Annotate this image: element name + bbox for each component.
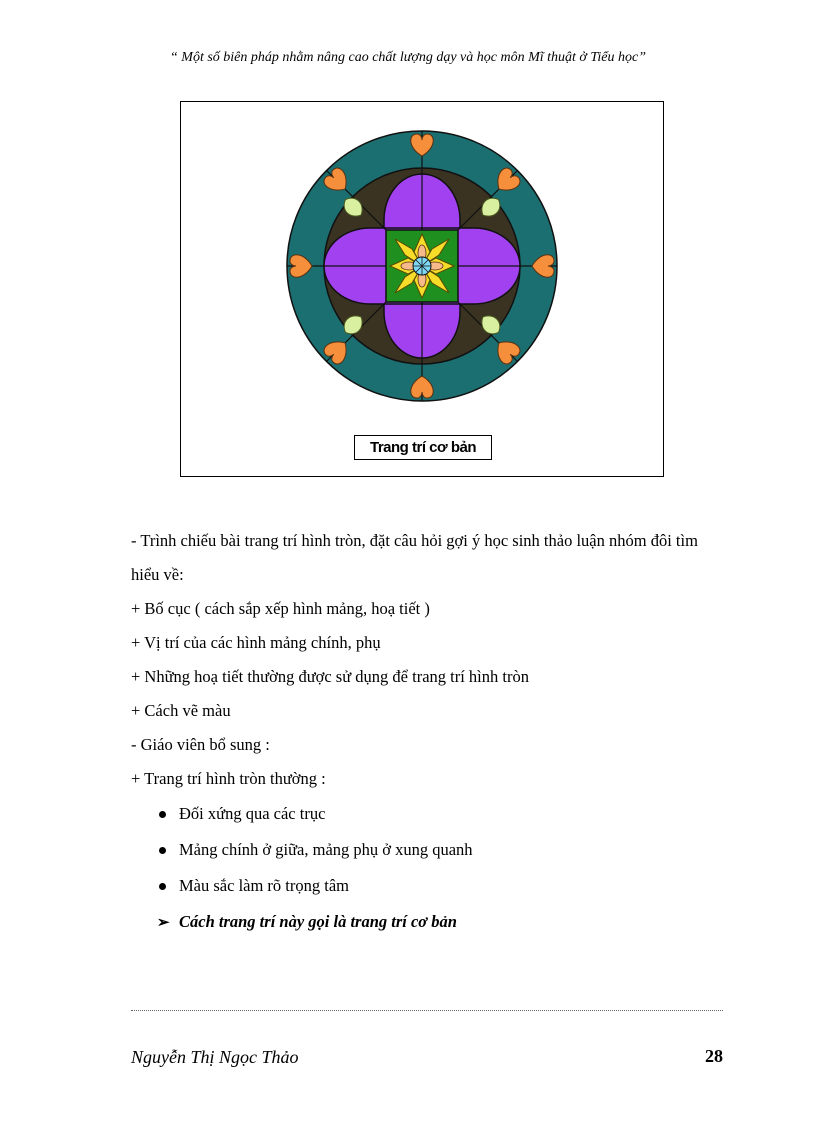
footer-divider	[131, 1010, 723, 1011]
point-4: + Cách vẽ màu	[131, 701, 231, 720]
body-text	[131, 524, 725, 940]
bullet-dot-icon	[159, 811, 166, 818]
bullet-item	[131, 796, 725, 832]
conclusion-line	[131, 904, 725, 940]
page-header: “ Một số biên pháp nhằm nâng cao chất lượng dạy và học môn Mĩ thuật ở Tiểu học”	[170, 50, 646, 65]
sub-heading: + Trang trí hình tròn thường :	[131, 769, 326, 788]
bullet-dot-icon	[159, 847, 166, 854]
bullet-text: Mảng chính ở giữa, mảng phụ ở xung quanh	[179, 840, 473, 859]
conclusion-text: Cách trang trí này gọi là trang trí cơ bản	[179, 912, 457, 931]
footer-author: Nguyễn Thị Ngọc Thảo	[131, 1047, 299, 1067]
point-2: + Vị trí của các hình mảng chính, phụ	[131, 633, 381, 652]
page-number: 28	[705, 1046, 723, 1066]
teacher-note: - Giáo viên bổ sung :	[131, 735, 270, 754]
bullet-dot-icon	[159, 883, 166, 890]
bullet-text: Màu sắc làm rõ trọng tâm	[179, 876, 349, 895]
bullet-item	[131, 832, 725, 868]
bullet-text: Đối xứng qua các trục	[179, 804, 326, 823]
center-circle	[413, 257, 431, 275]
figure-caption: Trang trí cơ bản	[354, 435, 492, 460]
bullet-item	[131, 868, 725, 904]
illustration-frame	[180, 101, 664, 477]
intro-text: - Trình chiếu bài trang trí hình tròn, đặt câu hỏi gợi ý học sinh thảo luận nhóm đôi tìm hiểu về:	[131, 531, 698, 584]
intro-line-1	[131, 524, 725, 592]
point-3: + Những hoạ tiết thường được sử dụng để trang trí hình tròn	[131, 667, 529, 686]
circle-decoration-figure	[181, 102, 665, 478]
arrow-bullet-icon: ➢	[157, 915, 170, 931]
point-1: + Bố cục ( cách sắp xếp hình mảng, hoạ tiết )	[131, 599, 430, 618]
